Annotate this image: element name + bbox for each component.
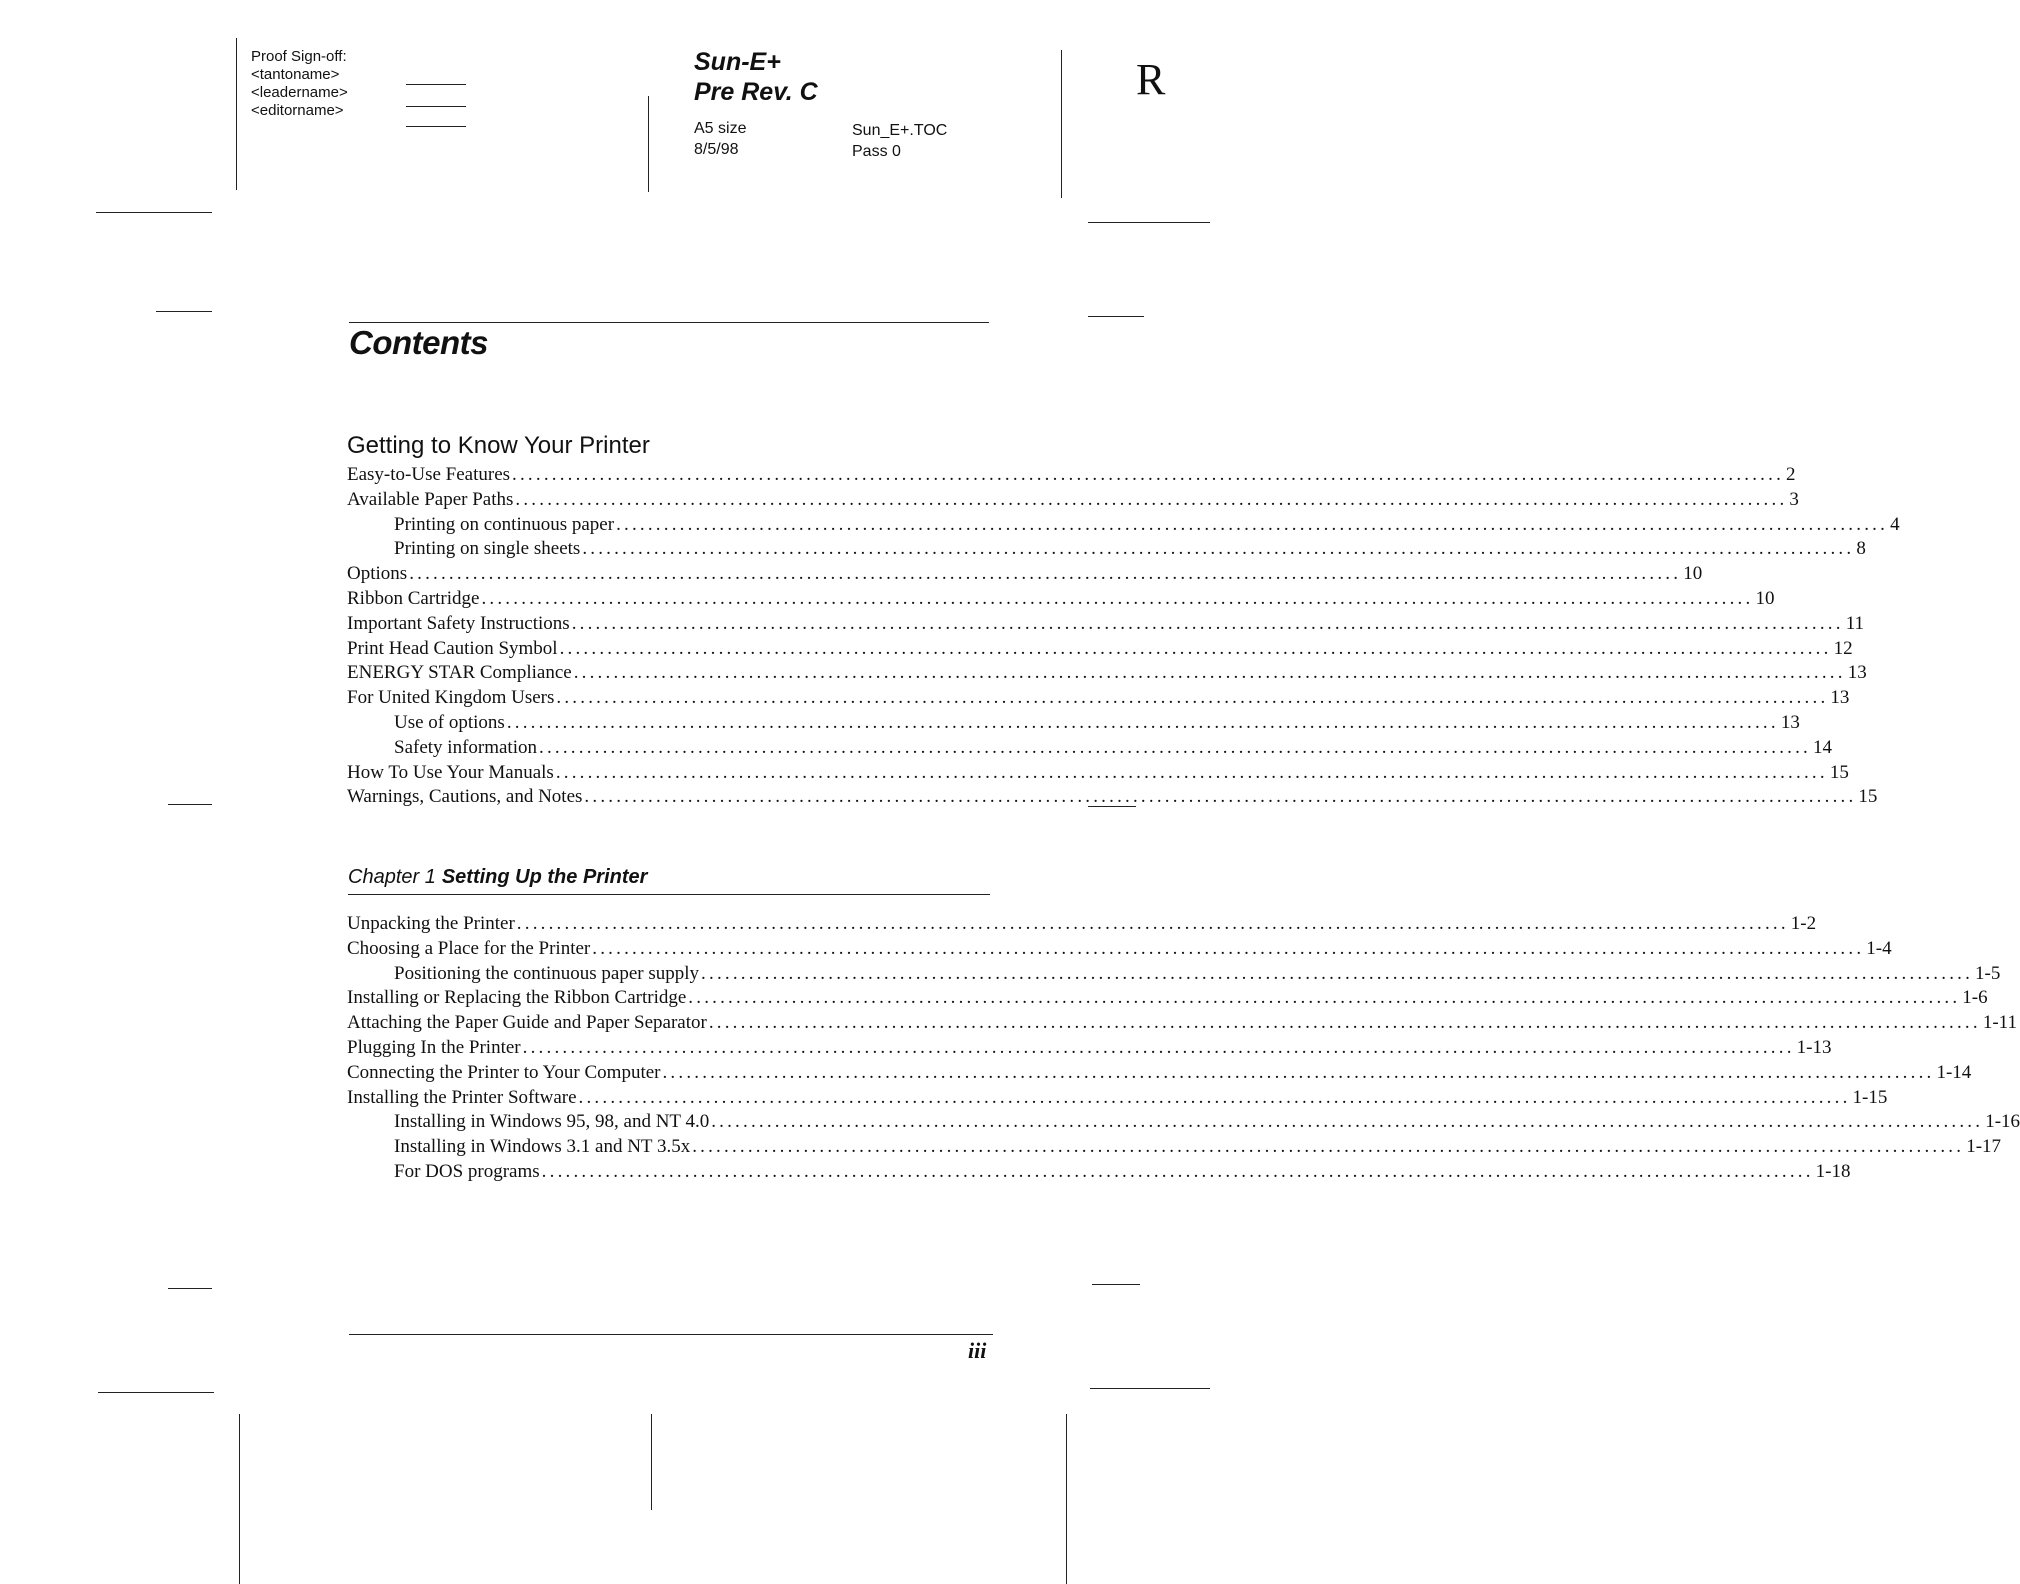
toc-entry <box>347 761 1849 786</box>
toc-entry <box>347 463 1796 488</box>
toc-entry-page: 4 <box>1890 513 1900 535</box>
section-title: Getting to Know Your Printer <box>347 432 650 459</box>
toc-entry <box>347 1061 1972 1086</box>
toc-entry-title: Positioning the continuous paper supply <box>394 962 700 984</box>
toc-entry-page: 10 <box>1755 587 1775 609</box>
toc-entry-page: 1-4 <box>1866 937 1892 959</box>
crop-mark <box>98 1392 214 1393</box>
product-meta-right <box>852 120 947 162</box>
toc-entry-title: Installing or Replacing the Ribbon Cartridge <box>347 987 687 1009</box>
page-number: iii <box>968 1338 987 1363</box>
file-name: Sun_E+.TOC <box>852 122 948 139</box>
toc-entry-title: Installing the Printer Software <box>347 1086 577 1108</box>
toc-entry-title: Important Safety Instructions <box>347 612 570 634</box>
toc-entry-page: 13 <box>1847 662 1867 684</box>
toc-leader-dots: ................................................................................................................................................................ <box>506 711 1779 733</box>
crop-mark <box>1061 50 1062 198</box>
toc-entry-title: Ribbon Cartridge <box>347 587 480 609</box>
toc-entry-page: 1-15 <box>1852 1086 1888 1108</box>
toc-entry-page: 3 <box>1789 488 1799 510</box>
toc-entry-title: Printing on continuous paper <box>394 513 615 535</box>
toc-entry-page: 1-16 <box>1985 1111 2020 1133</box>
toc-entry <box>347 612 1864 637</box>
toc-list <box>347 912 2020 1185</box>
toc-leader-dots: ................................................................................................................................................................ <box>711 1111 1984 1133</box>
crop-mark <box>1066 1414 1067 1584</box>
toc-entry <box>347 1160 1851 1185</box>
toc-leader-dots: ................................................................................................................................................................ <box>541 1160 1814 1182</box>
toc-leader-dots: ................................................................................................................................................................ <box>539 736 1811 758</box>
signature-blank <box>406 126 466 127</box>
toc-entry <box>347 912 1817 937</box>
crop-mark <box>168 1288 212 1289</box>
toc-entry-title: For DOS programs <box>394 1160 540 1182</box>
toc-entry-title: Print Head Caution Symbol <box>347 637 558 659</box>
chapter-name: Setting Up the Printer <box>441 866 648 888</box>
toc-entry <box>347 513 1900 538</box>
contents-rule <box>349 322 989 323</box>
crop-mark <box>168 804 212 805</box>
toc-leader-dots: ................................................................................................................................................................ <box>573 662 1846 684</box>
crop-mark <box>648 96 649 192</box>
product-meta-left <box>694 118 746 160</box>
proof-name: <leadername> <box>251 84 348 101</box>
toc-entry-title: Installing in Windows 3.1 and NT 3.5x <box>394 1136 691 1158</box>
toc-leader-dots: ................................................................................................................................................................ <box>578 1086 1851 1108</box>
toc-entry-page: 1-14 <box>1936 1061 1972 1083</box>
toc-entry-title: Attaching the Paper Guide and Paper Separator <box>347 1012 707 1034</box>
signature-blank <box>406 84 466 85</box>
toc-entry-page: 1-6 <box>1962 987 1988 1009</box>
toc-leader-dots: ................................................................................................................................................................ <box>481 587 1754 609</box>
toc-leader-dots: ................................................................................................................................................................ <box>592 937 1865 959</box>
toc-entry <box>347 1011 2017 1036</box>
toc-entry-title: Warnings, Cautions, and Notes <box>347 786 583 808</box>
toc-entry-page: 2 <box>1786 464 1796 485</box>
toc-entry-title: Options <box>347 563 408 585</box>
toc-entry-page: 1-11 <box>1982 1012 2017 1034</box>
toc-entry-title: ENERGY STAR Compliance <box>347 662 572 684</box>
toc-entry <box>347 686 1850 711</box>
toc-entry <box>347 937 1892 962</box>
toc-entry <box>347 736 1832 761</box>
proof-name: <editorname> <box>251 102 344 119</box>
toc-entry-title: Connecting the Printer to Your Computer <box>347 1061 661 1083</box>
revision-date: 8/5/98 <box>694 141 739 158</box>
proof-heading: Proof Sign-off: <box>251 48 347 65</box>
pass-number: Pass 0 <box>852 143 901 160</box>
toc-entry-page: 10 <box>1683 563 1703 585</box>
page-size: A5 size <box>694 120 747 137</box>
toc-leader-dots: ................................................................................................................................................................ <box>616 513 1889 535</box>
toc-list <box>347 463 1900 810</box>
chapter-rule <box>348 894 990 895</box>
toc-entry-page: 13 <box>1830 687 1850 709</box>
toc-entry <box>347 537 1866 562</box>
toc-leader-dots: ................................................................................................................................................................ <box>559 637 1832 659</box>
toc-entry-page: 1-2 <box>1790 913 1817 934</box>
proof-name: <tantoname> <box>251 66 340 83</box>
signature-blank <box>406 106 466 107</box>
toc-leader-dots: ................................................................................................................................................................ <box>571 612 1844 634</box>
toc-entry <box>347 986 1988 1011</box>
crop-mark <box>1090 1388 1210 1389</box>
product-title <box>694 47 818 107</box>
toc-leader-dots: ................................................................................................................................................................ <box>692 1136 1965 1158</box>
toc-entry <box>347 1135 2002 1160</box>
chapter-heading <box>348 866 647 889</box>
toc-entry-title: Printing on single sheets <box>394 538 581 560</box>
toc-entry-title: Plugging In the Printer <box>347 1036 521 1058</box>
toc-leader-dots: ................................................................................................................................................................ <box>515 488 1788 510</box>
toc-leader-dots: ................................................................................................................................................................ <box>516 913 1789 934</box>
crop-mark <box>156 311 212 312</box>
footer-rule <box>349 1334 993 1335</box>
toc-entry <box>347 785 1878 810</box>
toc-entry <box>347 1110 2020 1135</box>
toc-entry <box>347 587 1775 612</box>
toc-entry <box>347 711 1800 736</box>
toc-entry-page: 12 <box>1833 637 1853 659</box>
toc-entry-page: 15 <box>1829 761 1849 783</box>
toc-entry <box>347 1036 1832 1061</box>
toc-leader-dots: ................................................................................................................................................................ <box>556 687 1829 709</box>
toc-entry-page: 1-13 <box>1796 1036 1832 1058</box>
toc-entry-title: Available Paper Paths <box>347 488 514 510</box>
toc-entry-page: 13 <box>1780 711 1800 733</box>
crop-mark <box>96 212 212 213</box>
toc-leader-dots: ................................................................................................................................................................ <box>555 761 1828 783</box>
toc-leader-dots: ................................................................................................................................................................ <box>701 962 1974 984</box>
toc-leader-dots: ................................................................................................................................................................ <box>512 464 1785 485</box>
toc-entry-title: Safety information <box>394 736 537 758</box>
toc-entry-page: 1-17 <box>1966 1136 2002 1158</box>
toc-leader-dots: ................................................................................................................................................................ <box>662 1061 1935 1083</box>
toc-entry-page: 8 <box>1856 538 1866 560</box>
toc-leader-dots: ................................................................................................................................................................ <box>409 563 1682 585</box>
toc-leader-dots: ................................................................................................................................................................ <box>584 786 1857 808</box>
toc-entry-page: 11 <box>1845 612 1864 634</box>
toc-entry-title: How To Use Your Manuals <box>347 761 554 783</box>
toc-leader-dots: ................................................................................................................................................................ <box>708 1012 1981 1034</box>
toc-leader-dots: ................................................................................................................................................................ <box>688 987 1961 1009</box>
crop-mark <box>1088 316 1144 317</box>
toc-entry-page: 1-5 <box>1975 962 2001 984</box>
toc-entry-page: 1-18 <box>1815 1160 1851 1182</box>
page-title: Contents <box>349 324 488 361</box>
chapter-number: Chapter 1 <box>348 866 436 888</box>
product-title-line1: Sun-E+ <box>694 48 781 76</box>
crop-mark <box>651 1414 652 1510</box>
toc-entry <box>347 661 1867 686</box>
crop-mark <box>236 38 237 190</box>
product-title-line2: Pre Rev. C <box>694 78 818 106</box>
toc-entry-page: 14 <box>1813 736 1832 758</box>
toc-entry <box>347 637 1853 662</box>
toc-entry-title: Installing in Windows 95, 98, and NT 4.0 <box>394 1111 710 1133</box>
toc-entry <box>347 562 1703 587</box>
corner-mark: R <box>1136 55 1166 104</box>
toc-entry-title: Easy-to-Use Features <box>347 464 511 485</box>
crop-mark <box>1088 222 1210 223</box>
crop-mark <box>1092 1284 1140 1285</box>
toc-entry <box>347 488 1799 513</box>
toc-entry-title: Unpacking the Printer <box>347 913 515 934</box>
toc-entry-title: Choosing a Place for the Printer <box>347 937 591 959</box>
toc-entry-title: Use of options <box>394 711 505 733</box>
toc-entry-title: For United Kingdom Users <box>347 687 555 709</box>
toc-leader-dots: ................................................................................................................................................................ <box>582 538 1855 560</box>
proof-signoff <box>251 48 348 120</box>
toc-entry <box>347 962 2001 987</box>
crop-mark <box>239 1414 240 1584</box>
toc-leader-dots: ................................................................................................................................................................ <box>522 1036 1795 1058</box>
toc-entry-page: 15 <box>1858 786 1878 808</box>
toc-entry <box>347 1086 1888 1111</box>
